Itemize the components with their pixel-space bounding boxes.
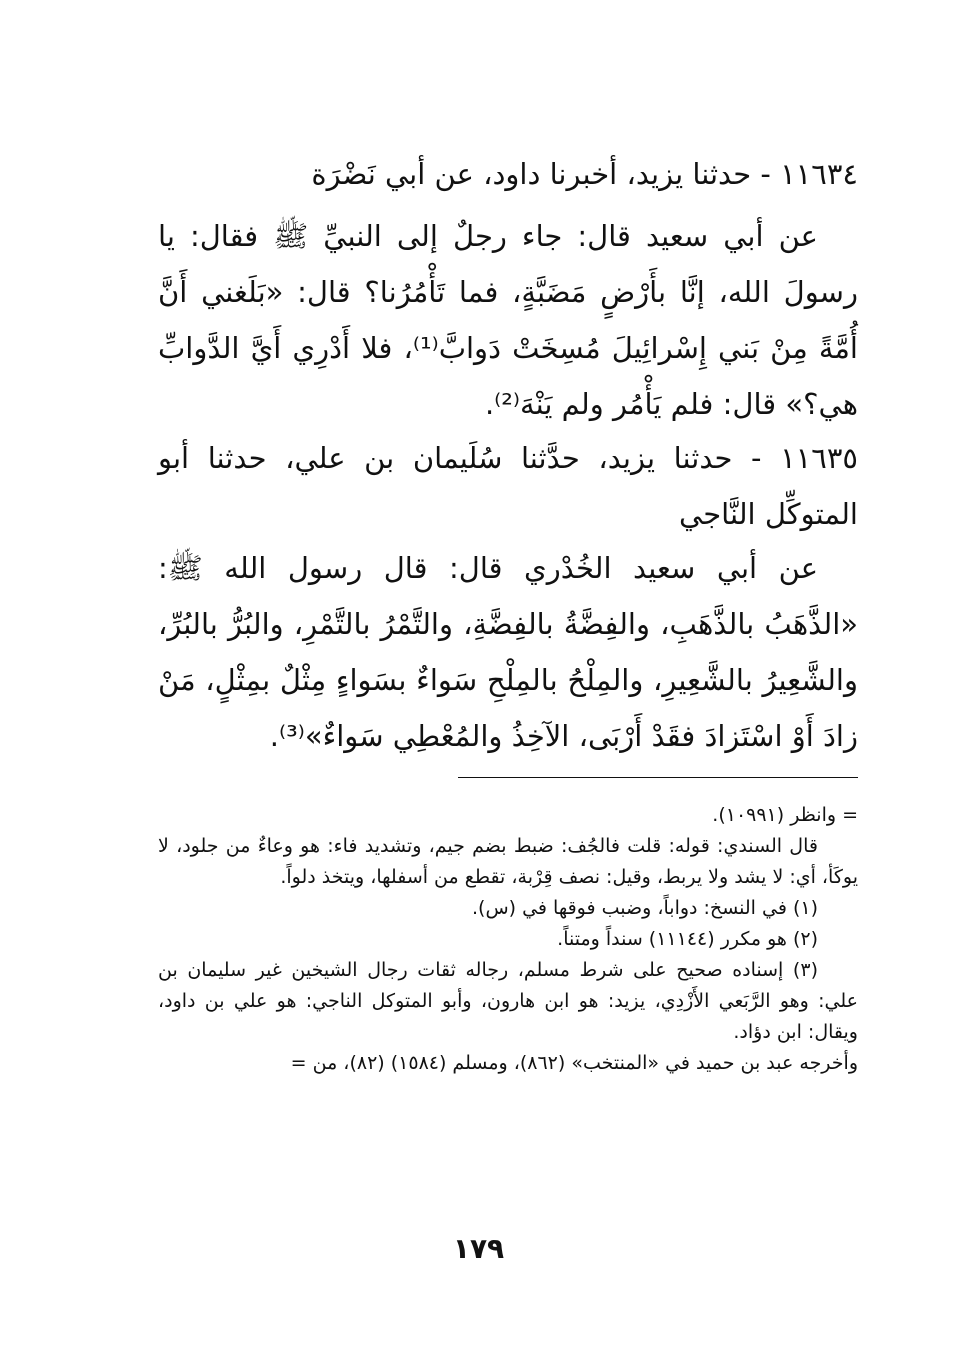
hadith-11634-isnad-text: ١١٦٣٤ - حدثنا يزيد، أخبرنا داود، عن أبي نَضْرَة <box>311 157 858 191</box>
footnote-sindi: قال السندي: قوله: قلت فالجُف: ضبط بضم جيم، وتشديد فاء: هو وعاءٌ من جلود، لا يوكَأ، أي: لا يشد ولا يربط، وقيل: نصف قِرْبة، تقطع من أسفلها، ويتخذ دلواً. <box>158 835 858 888</box>
footnote-continuation: = وانظر (١٠٩٩١). <box>712 804 858 826</box>
footnote-1: (١) في النسخ: دواباً، وضبب فوقها في (س). <box>472 897 818 919</box>
hadith-11635-body <box>158 540 858 764</box>
page-number: ١٧٩ <box>452 1232 505 1265</box>
hadith-11634-isnad <box>158 146 858 202</box>
footnote-separator <box>458 777 858 778</box>
hadith-11635-body-text: عن أبي سعيد الخُدْري قال: قال رسول الله ﷺ: «الذَّهَبُ بالذَّهَبِ، والفِضَّةُ بالفِضَّةِ، والتَّمْرُ بالتَّمْرِ، والبُرُّ بالبُرِّ، والشَّعِيرُ بالشَّعِيرِ، والمِلْحُ بالمِلْحِ سَواءٌ بسَواءٍ مِثْلٌ بمِثْلٍ، مَنْ زادَ أَوْ اسْتَزادَ فقَدْ أَرْبَى، الآخِذُ والمُعْطِي سَواءٌ»⁽³⁾. <box>158 551 858 753</box>
footnotes <box>158 800 858 1079</box>
footnote-3: (٣) إسناده صحيح على شرط مسلم، رجاله ثقات رجال الشيخين غير سليمان بن علي: وهو الرَّبَعي الأَزْدِي، يزيد: هو ابن هارون، وأبو المتوكل الناجي: هو علي بن داود، ويقال: ابن دؤاد. <box>158 959 858 1043</box>
hadith-11635-isnad <box>158 430 858 542</box>
hadith-11634-body-text: عن أبي سعيد قال: جاء رجلٌ إلى النبيِّ ﷺ فقال: يا رسولَ الله، إنَّا بأَرْضٍ مَضَبَّةٍ، فما تَأْمُرُنا؟ قال: «بَلَغني أَنَّ أُمَّةً مِنْ بَني إِسْرائِيلَ مُسِخَتْ دَوابَّ⁽¹⁾، فلا أَدْرِي أَيَّ الدَّوابِّ هي؟» قال: فلم يَأْمُر ولم يَنْهَ⁽²⁾. <box>158 219 858 421</box>
footnote-3-continuation: وأخرجه عبد بن حميد في «المنتخب» (٨٦٢)، ومسلم (١٥٨٤) (٨٢)، من = <box>290 1052 858 1074</box>
footnote-2: (٢) هو مكرر (١١١٤٤) سنداً ومتناً. <box>557 928 818 950</box>
hadith-11634-body <box>158 208 858 432</box>
hadith-11635-isnad-text: ١١٦٣٥ - حدثنا يزيد، حدَّثنا سُلَيمان بن علي، حدثنا أبو المتوكِّل النَّاجي <box>158 441 858 531</box>
